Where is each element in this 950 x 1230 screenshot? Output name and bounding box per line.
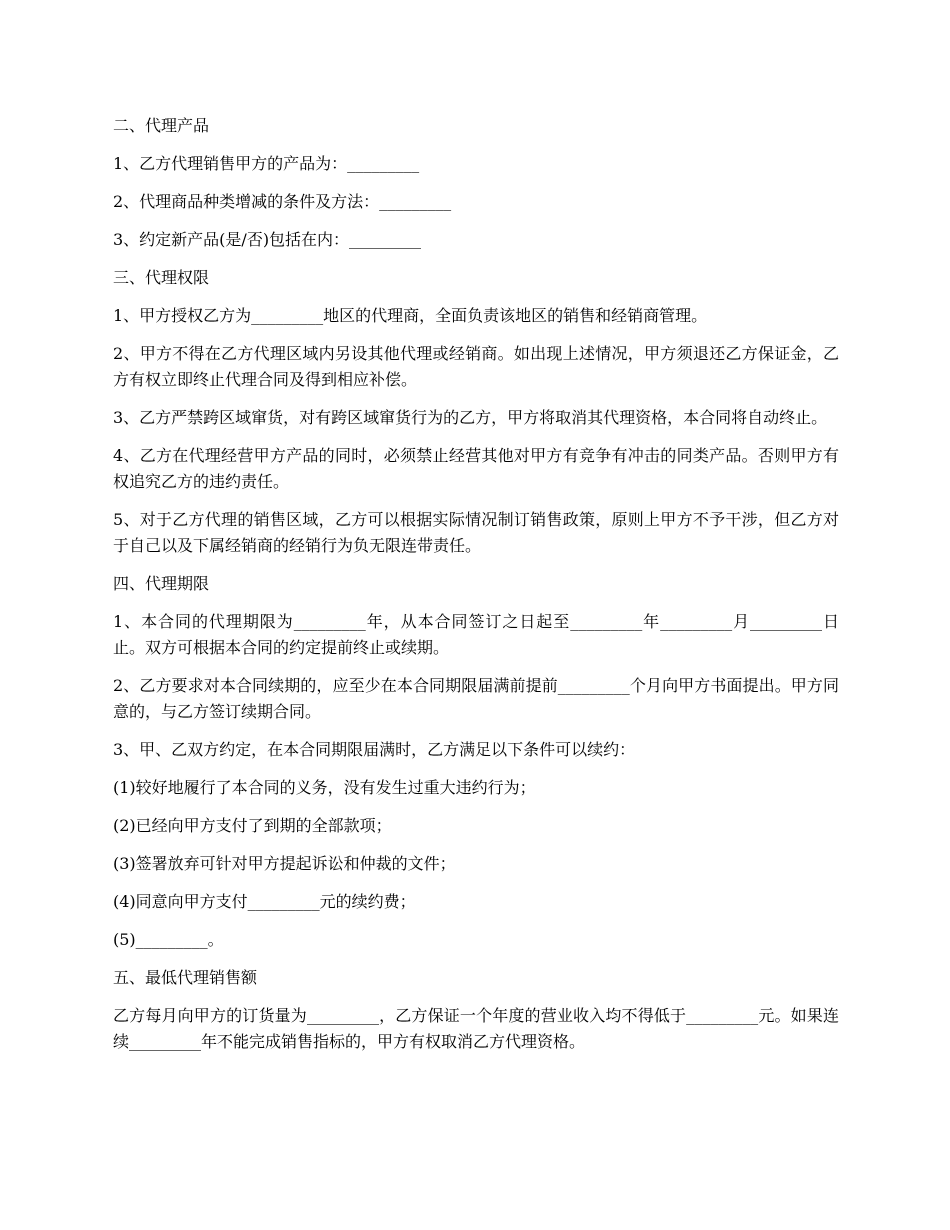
document-page (113, 113, 839, 1067)
condition-item-2: (2)已经向甲方支付了到期的全部款项； (113, 816, 392, 835)
section-heading-term: 四、代理期限 (113, 574, 210, 593)
clause-renewal-request: 2、乙方要求对本合同续期的，应至少在本合同期限届满前提前_________个月向甲方书面提出。甲方同意的，与乙方签订续期合同。 (113, 676, 839, 721)
condition-item-4: (4)同意向甲方支付_________元的续约费； (113, 892, 416, 911)
section-heading-products: 二、代理产品 (113, 116, 210, 135)
clause-no-other-agents: 2、甲方不得在乙方代理区域内另设其他代理或经销商。如出现上述情况，甲方须退还乙方保证金，乙方有权立即终止代理合同及得到相应补偿。 (113, 344, 839, 389)
section-heading-authority: 三、代理权限 (113, 268, 210, 287)
clause-cross-region: 3、乙方严禁跨区域窜货，对有跨区域窜货行为的乙方，甲方将取消其代理资格，本合同将自动终止。 (113, 408, 828, 427)
section-heading-minimum-sales: 五、最低代理销售额 (113, 968, 258, 987)
clause-product-change: 2、代理商品种类增减的条件及方法：_________ (113, 192, 452, 211)
clause-sales-policy: 5、对于乙方代理的销售区域，乙方可以根据实际情况制订销售政策，原则上甲方不予干涉，但乙方对于自己以及下属经销商的经销行为负无限连带责任。 (113, 510, 839, 555)
clause-authority-region: 1、甲方授权乙方为_________地区的代理商，全面负责该地区的销售和经销商管理。 (113, 306, 708, 325)
clause-term-period: 1、本合同的代理期限为_________年，从本合同签订之日起至_________年_________月_________日止。双方可根据本合同的约定提前终止或续期。 (113, 612, 839, 657)
clause-non-compete: 4、乙方在代理经营甲方产品的同时，必须禁止经营其他对甲方有竞争有冲击的同类产品。否则甲方有权追究乙方的违约责任。 (113, 446, 839, 491)
condition-item-1: (1)较好地履行了本合同的义务，没有发生过重大违约行为； (113, 778, 536, 797)
clause-minimum-sales: 乙方每月向甲方的订货量为_________，乙方保证一个年度的营业收入均不得低于_________元。如果连续_________年不能完成销售指标的，甲方有权取消乙方代理资格。 (113, 1006, 839, 1051)
condition-item-3: (3)签署放弃可针对甲方提起诉讼和仲裁的文件； (113, 854, 456, 873)
clause-product: 1、乙方代理销售甲方的产品为：_________ (113, 154, 420, 173)
condition-item-5: (5)_________。 (113, 930, 224, 949)
clause-new-product: 3、约定新产品(是/否)包括在内：_________ (113, 230, 422, 249)
clause-renewal-conditions: 3、甲、乙双方约定，在本合同期限届满时，乙方满足以下条件可以续约： (113, 740, 636, 759)
